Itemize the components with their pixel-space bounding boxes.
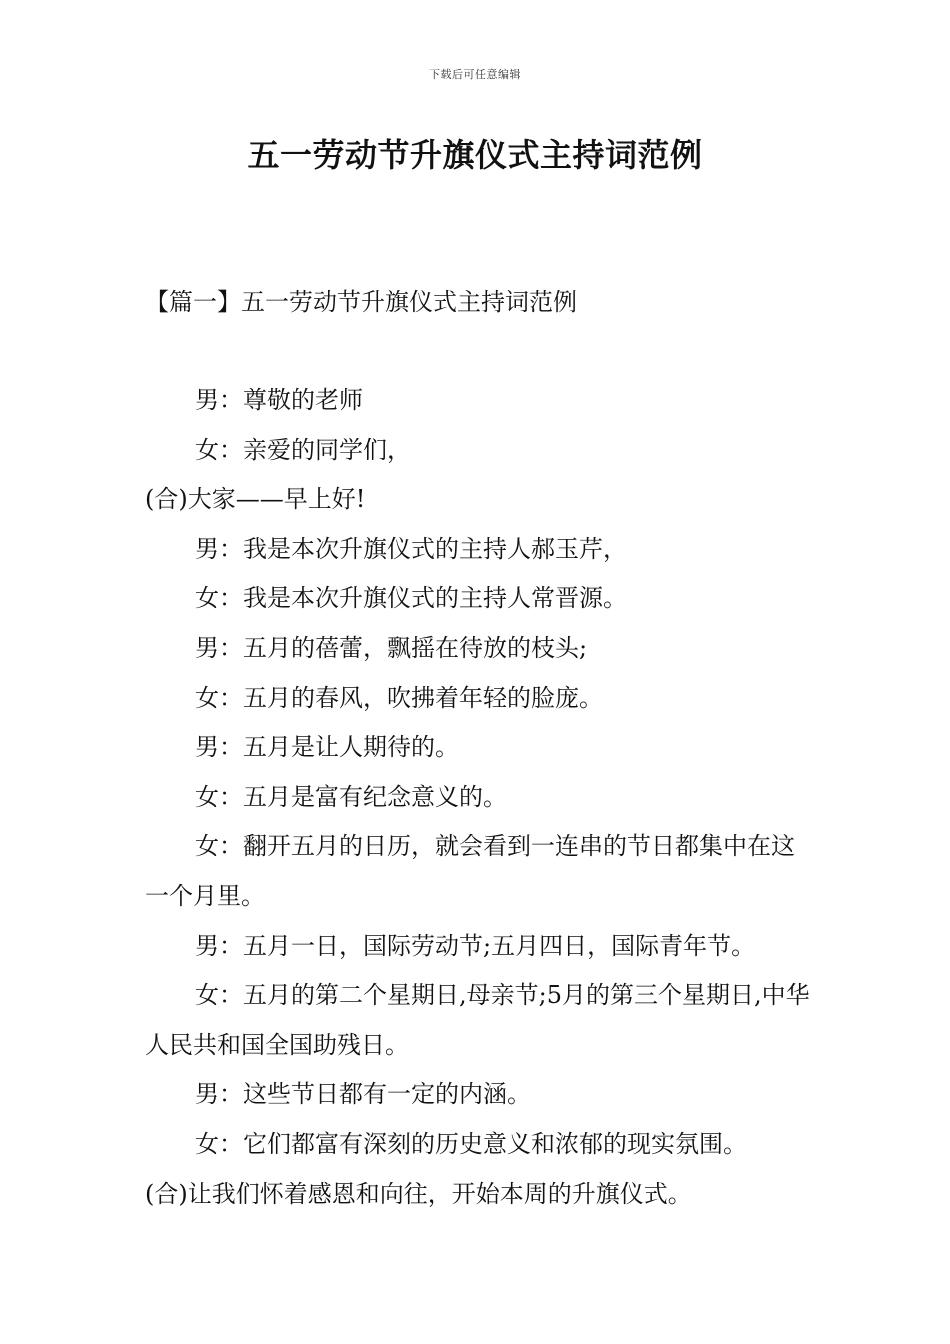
document-body bbox=[145, 376, 815, 1219]
paragraph: 男：尊敬的老师 bbox=[195, 386, 363, 414]
paragraph: 男：这些节日都有一定的内涵。 bbox=[195, 1080, 531, 1109]
header-note: 下载后可任意编辑 bbox=[429, 68, 521, 81]
paragraph: 女：亲爱的同学们， bbox=[195, 435, 411, 464]
paragraph: 女：翻开五月的日历，就会看到一连串的节日都集中在这一个月里。 bbox=[145, 832, 795, 910]
document-title: 五一劳动节升旗仪式主持词范例 bbox=[247, 136, 703, 174]
paragraph: 男：五月是让人期待的。 bbox=[195, 733, 459, 762]
paragraph: 女：五月的第二个星期日,母亲节;5月的第三个星期日,中华人民共和国全国助残日。 bbox=[145, 981, 810, 1059]
section-heading: 【篇一】五一劳动节升旗仪式主持词范例 bbox=[145, 288, 577, 316]
paragraph: 男：我是本次升旗仪式的主持人郝玉芹， bbox=[195, 534, 627, 563]
paragraph: 男：五月一日，国际劳动节;五月四日，国际青年节。 bbox=[195, 931, 756, 960]
paragraph: 女：它们都富有深刻的历史意义和浓郁的现实氛围。 bbox=[195, 1129, 747, 1158]
paragraph: (合)让我们怀着感恩和向往，开始本周的升旗仪式。 bbox=[145, 1179, 692, 1208]
paragraph: 男：五月的蓓蕾，飘摇在待放的枝头; bbox=[195, 633, 588, 662]
paragraph: 女：五月的春风，吹拂着年轻的脸庞。 bbox=[195, 683, 603, 712]
paragraph: 女：我是本次升旗仪式的主持人常晋源。 bbox=[195, 584, 627, 613]
paragraph: (合)大家——早上好! bbox=[145, 485, 366, 514]
paragraph: 女：五月是富有纪念意义的。 bbox=[195, 782, 507, 811]
